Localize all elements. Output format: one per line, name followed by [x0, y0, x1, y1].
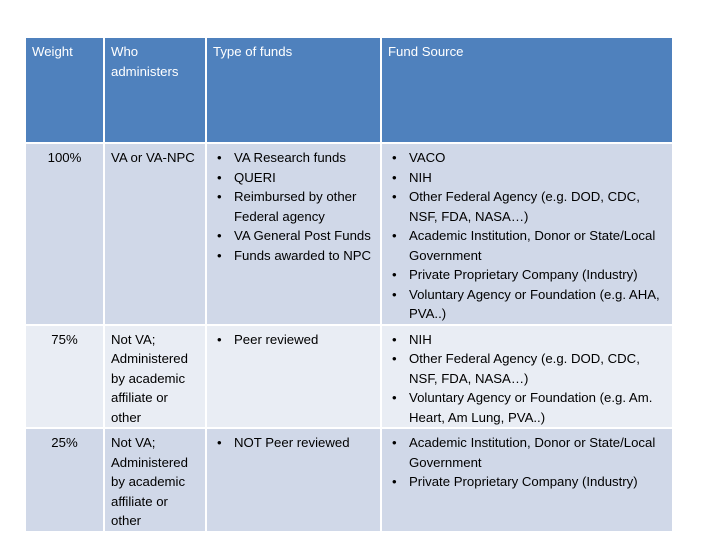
header-who-administers: Who administers	[104, 37, 206, 143]
table-row	[25, 325, 673, 429]
list-item: • NIH	[388, 168, 666, 188]
fund-source-list	[388, 148, 666, 324]
header-type-of-funds: Type of funds	[206, 37, 381, 143]
table-row	[25, 143, 673, 325]
funding-weight-table	[24, 36, 674, 533]
list-item: • Other Federal Agency (e.g. DOD, CDC, NSF, FDA, NASA…)	[388, 187, 666, 226]
list-item: • Private Proprietary Company (Industry)	[388, 472, 666, 492]
type-of-funds-cell	[206, 325, 381, 429]
weight-cell: 25%	[25, 428, 104, 532]
list-item: • NIH	[388, 330, 666, 350]
list-item: • Academic Institution, Donor or State/Local Government	[388, 433, 666, 472]
fund-source-cell	[381, 143, 673, 325]
fund-source-list	[388, 330, 666, 428]
list-item: • Private Proprietary Company (Industry)	[388, 265, 666, 285]
list-item: • Peer reviewed	[213, 330, 374, 350]
type-of-funds-list	[213, 148, 374, 265]
type-of-funds-list	[213, 433, 374, 453]
list-item: • VACO	[388, 148, 666, 168]
list-item: • Voluntary Agency or Foundation (e.g. Am. Heart, Am Lung, PVA..)	[388, 388, 666, 427]
type-of-funds-list	[213, 330, 374, 350]
list-item: • Voluntary Agency or Foundation (e.g. AHA, PVA..)	[388, 285, 666, 324]
header-weight: Weight	[25, 37, 104, 143]
fund-source-cell	[381, 428, 673, 532]
type-of-funds-cell	[206, 428, 381, 532]
list-item: • VA Research funds	[213, 148, 374, 168]
list-item: • Academic Institution, Donor or State/Local Government	[388, 226, 666, 265]
who-administers-cell: Not VA; Administered by academic affiliate or other	[104, 428, 206, 532]
fund-source-list	[388, 433, 666, 492]
list-item: • Reimbursed by other Federal agency	[213, 187, 374, 226]
type-of-funds-cell	[206, 143, 381, 325]
list-item: • VA General Post Funds	[213, 226, 374, 246]
list-item: • Other Federal Agency (e.g. DOD, CDC, NSF, FDA, NASA…)	[388, 349, 666, 388]
who-administers-cell: Not VA; Administered by academic affiliate or other	[104, 325, 206, 429]
list-item: • NOT Peer reviewed	[213, 433, 374, 453]
weight-cell: 100%	[25, 143, 104, 325]
weight-cell: 75%	[25, 325, 104, 429]
header-fund-source: Fund Source	[381, 37, 673, 143]
who-administers-cell: VA or VA-NPC	[104, 143, 206, 325]
table-row	[25, 428, 673, 532]
list-item: • QUERI	[213, 168, 374, 188]
list-item: • Funds awarded to NPC	[213, 246, 374, 266]
fund-source-cell	[381, 325, 673, 429]
header-row	[25, 37, 673, 143]
